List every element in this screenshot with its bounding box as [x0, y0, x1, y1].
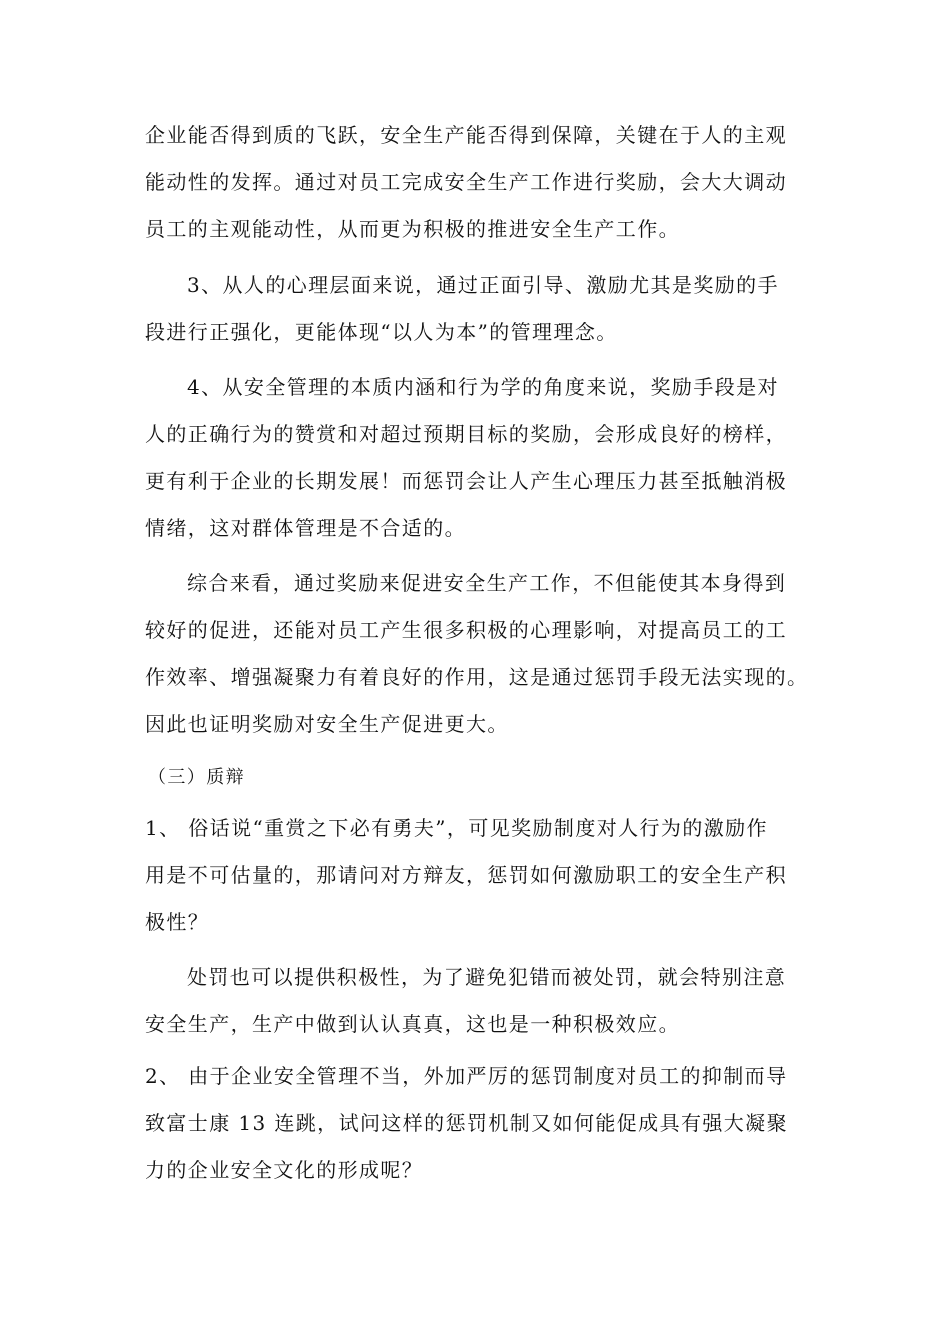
- paragraph-line: 企业能否得到质的飞跃，安全生产能否得到保障，关键在于人的主观: [145, 123, 787, 147]
- paragraph-line: 用是不可估量的，那请问对方辩友，惩罚如何激励职工的安全生产积: [145, 863, 787, 887]
- paragraph-line: 情绪，这对群体管理是不合适的。: [145, 516, 466, 540]
- paragraph-line: 致富士康 13 连跳，试问这样的惩罚机制又如何能促成具有强大凝聚: [145, 1111, 788, 1135]
- paragraph-line: 综合来看，通过奖励来促进安全生产工作，不但能使其本身得到: [187, 571, 787, 595]
- paragraph-line: 3、从人的心理层面来说，通过正面引导、激励尤其是奖励的手: [187, 273, 779, 297]
- paragraph-line: 更有利于企业的长期发展！而惩罚会让人产生心理压力甚至抵触消极: [145, 469, 787, 493]
- paragraph-line: 员工的主观能动性，从而更为积极的推进安全生产工作。: [145, 217, 680, 241]
- paragraph-line: 人的正确行为的赞赏和对超过预期目标的奖励，会形成良好的榜样，: [145, 422, 787, 446]
- paragraph-line: 极性？: [145, 910, 210, 934]
- paragraph-line: 较好的促进，还能对员工产生很多积极的心理影响，对提高员工的工: [145, 618, 787, 642]
- paragraph-line: 段进行正强化，更能体现“以人为本”的管理理念。: [145, 320, 618, 344]
- paragraph-line: 4、从安全管理的本质内涵和行为学的角度来说，奖励手段是对: [187, 375, 779, 399]
- paragraph-line: 1、 俗话说“重赏之下必有勇夫”，可见奖励制度对人行为的激励作: [145, 816, 768, 840]
- paragraph-line: 能动性的发挥。通过对员工完成安全生产工作进行奖励，会大大调动: [145, 170, 787, 194]
- paragraph-line: 作效率、增强凝聚力有着良好的作用，这是通过惩罚手段无法实现的。: [145, 665, 809, 689]
- section-heading: （三）质辩: [148, 767, 245, 788]
- paragraph-line: 2、 由于企业安全管理不当，外加严厉的惩罚制度对员工的抑制而导: [145, 1064, 788, 1088]
- paragraph-line: 处罚也可以提供积极性，为了避免犯错而被处罚，就会特别注意: [187, 965, 787, 989]
- paragraph-line: 力的企业安全文化的形成呢？: [145, 1158, 424, 1182]
- paragraph-line: 因此也证明奖励对安全生产促进更大。: [145, 712, 509, 736]
- paragraph-line: 安全生产，生产中做到认认真真，这也是一种积极效应。: [145, 1012, 680, 1036]
